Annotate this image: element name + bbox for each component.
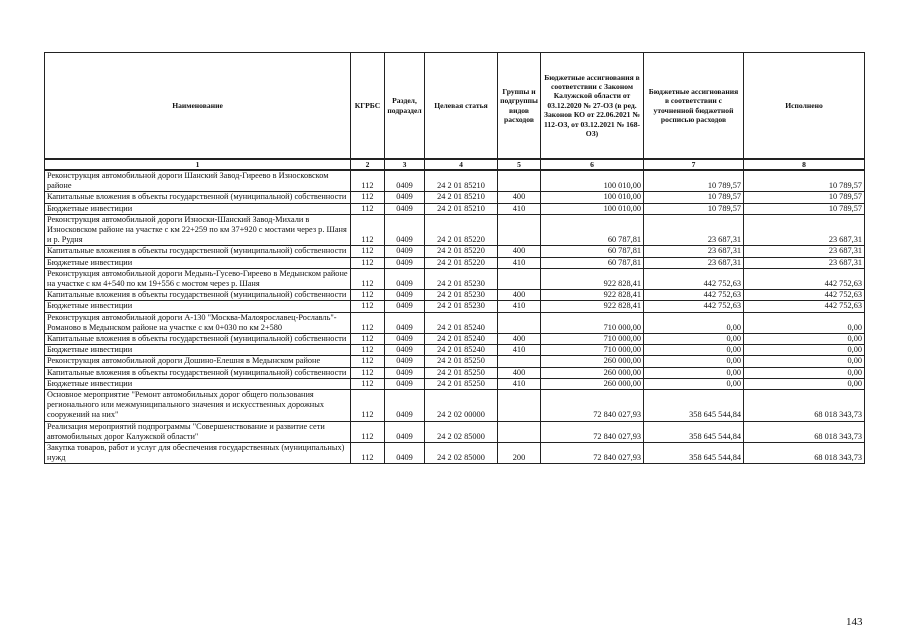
cell-kgrbs: 112 [351, 203, 385, 214]
cell-target: 24 2 01 85230 [425, 268, 498, 289]
cell-approved: 60 787,81 [541, 246, 644, 257]
cell-kgrbs: 112 [351, 378, 385, 389]
cell-name: Бюджетные инвестиции [45, 345, 351, 356]
cell-refined: 0,00 [644, 356, 744, 367]
cell-name: Закупка товаров, работ и услуг для обеспечения государственных (муниципальных) нужд [45, 443, 351, 464]
cell-executed: 10 789,57 [744, 170, 865, 192]
column-number: 2 [351, 159, 385, 170]
table-row [45, 170, 865, 192]
cell-approved: 72 840 027,93 [541, 443, 644, 464]
cell-kgrbs: 112 [351, 390, 385, 422]
column-number: 7 [644, 159, 744, 170]
cell-executed: 0,00 [744, 312, 865, 333]
cell-name: Бюджетные инвестиции [45, 257, 351, 268]
cell-group: 400 [498, 367, 541, 378]
cell-group: 410 [498, 257, 541, 268]
cell-kgrbs: 112 [351, 246, 385, 257]
header-section: Раздел, подраздел [385, 53, 425, 160]
cell-target: 24 2 01 85210 [425, 170, 498, 192]
cell-section: 0409 [385, 378, 425, 389]
cell-target: 24 2 01 85250 [425, 356, 498, 367]
cell-refined: 0,00 [644, 378, 744, 389]
cell-refined: 23 687,31 [644, 257, 744, 268]
cell-kgrbs: 112 [351, 367, 385, 378]
cell-refined: 358 645 544,84 [644, 443, 744, 464]
cell-refined: 23 687,31 [644, 246, 744, 257]
cell-refined: 0,00 [644, 367, 744, 378]
cell-name: Бюджетные инвестиции [45, 378, 351, 389]
column-number: 8 [744, 159, 865, 170]
cell-group [498, 421, 541, 442]
cell-name: Капитальные вложения в объекты государственной (муниципальной) собственности [45, 290, 351, 301]
table-row [45, 390, 865, 422]
cell-executed: 0,00 [744, 356, 865, 367]
cell-name: Бюджетные инвестиции [45, 203, 351, 214]
cell-name: Бюджетные инвестиции [45, 301, 351, 312]
cell-refined: 358 645 544,84 [644, 421, 744, 442]
cell-refined: 358 645 544,84 [644, 390, 744, 422]
table-row [45, 367, 865, 378]
cell-executed: 68 018 343,73 [744, 390, 865, 422]
cell-name: Основное мероприятие "Ремонт автомобильных дорог общего пользования регионального или межмуниципального значения и искусственных дорожных сооружений на них" [45, 390, 351, 422]
cell-refined: 10 789,57 [644, 203, 744, 214]
cell-section: 0409 [385, 367, 425, 378]
cell-target: 24 2 01 85210 [425, 203, 498, 214]
table-row [45, 312, 865, 333]
cell-refined: 0,00 [644, 345, 744, 356]
table-row [45, 203, 865, 214]
cell-approved: 260 000,00 [541, 367, 644, 378]
header-groups: Группы и подгруппы видов расходов [498, 53, 541, 160]
cell-group [498, 356, 541, 367]
cell-group [498, 390, 541, 422]
cell-group [498, 170, 541, 192]
cell-section: 0409 [385, 214, 425, 246]
table-row [45, 378, 865, 389]
cell-target: 24 2 01 85250 [425, 378, 498, 389]
cell-approved: 922 828,41 [541, 301, 644, 312]
column-number: 1 [45, 159, 351, 170]
budget-table [44, 52, 865, 464]
cell-approved: 922 828,41 [541, 268, 644, 289]
table-row [45, 246, 865, 257]
cell-executed: 442 752,63 [744, 290, 865, 301]
cell-kgrbs: 112 [351, 301, 385, 312]
cell-refined: 10 789,57 [644, 170, 744, 192]
cell-section: 0409 [385, 390, 425, 422]
cell-executed: 442 752,63 [744, 301, 865, 312]
cell-refined: 442 752,63 [644, 290, 744, 301]
cell-target: 24 2 01 85230 [425, 301, 498, 312]
header-kgrbs: КГРБС [351, 53, 385, 160]
table-header-row [45, 53, 865, 160]
cell-name: Реконструкция автомобильной дороги А-130 "Москва-Малоярославец-Рославль"-Романово в Медынском районе на участке с км 0+030 по км 2+580 [45, 312, 351, 333]
header-refined: Бюджетные ассигнования в соответствии с уточненной бюджетной росписью расходов [644, 53, 744, 160]
cell-name: Реконструкция автомобильной дороги Шанский Завод-Гиреево в Износковском районе [45, 170, 351, 192]
cell-target: 24 2 01 85220 [425, 246, 498, 257]
cell-target: 24 2 02 85000 [425, 421, 498, 442]
cell-approved: 60 787,81 [541, 257, 644, 268]
cell-approved: 72 840 027,93 [541, 421, 644, 442]
cell-approved: 260 000,00 [541, 356, 644, 367]
cell-executed: 0,00 [744, 334, 865, 345]
cell-kgrbs: 112 [351, 345, 385, 356]
cell-refined: 0,00 [644, 334, 744, 345]
cell-group [498, 214, 541, 246]
table-row [45, 443, 865, 464]
table-row [45, 268, 865, 289]
cell-section: 0409 [385, 312, 425, 333]
cell-refined: 0,00 [644, 312, 744, 333]
cell-executed: 442 752,63 [744, 268, 865, 289]
cell-section: 0409 [385, 421, 425, 442]
cell-target: 24 2 01 85210 [425, 192, 498, 203]
cell-approved: 60 787,81 [541, 214, 644, 246]
table-row [45, 290, 865, 301]
cell-section: 0409 [385, 356, 425, 367]
cell-kgrbs: 112 [351, 334, 385, 345]
cell-group: 400 [498, 334, 541, 345]
cell-group: 410 [498, 301, 541, 312]
cell-executed: 68 018 343,73 [744, 421, 865, 442]
cell-kgrbs: 112 [351, 443, 385, 464]
header-executed: Исполнено [744, 53, 865, 160]
cell-group [498, 312, 541, 333]
table-row [45, 257, 865, 268]
column-number: 3 [385, 159, 425, 170]
cell-group [498, 268, 541, 289]
cell-executed: 23 687,31 [744, 246, 865, 257]
cell-executed: 10 789,57 [744, 192, 865, 203]
cell-executed: 23 687,31 [744, 257, 865, 268]
cell-kgrbs: 112 [351, 257, 385, 268]
table-row [45, 356, 865, 367]
cell-kgrbs: 112 [351, 356, 385, 367]
cell-executed: 10 789,57 [744, 203, 865, 214]
cell-section: 0409 [385, 203, 425, 214]
cell-section: 0409 [385, 443, 425, 464]
cell-executed: 0,00 [744, 378, 865, 389]
cell-target: 24 2 01 85220 [425, 214, 498, 246]
cell-kgrbs: 112 [351, 421, 385, 442]
cell-section: 0409 [385, 334, 425, 345]
cell-group: 410 [498, 203, 541, 214]
cell-name: Реконструкция автомобильной дороги Медынь-Гусево-Гиреево в Медынском районе на участке с км 4+540 по км 19+556 с мостом через р. Шаня [45, 268, 351, 289]
header-target: Целевая статья [425, 53, 498, 160]
table-row [45, 345, 865, 356]
cell-kgrbs: 112 [351, 312, 385, 333]
cell-name: Капитальные вложения в объекты государственной (муниципальной) собственности [45, 192, 351, 203]
cell-kgrbs: 112 [351, 214, 385, 246]
cell-name: Капитальные вложения в объекты государственной (муниципальной) собственности [45, 367, 351, 378]
cell-executed: 0,00 [744, 367, 865, 378]
column-number-row [45, 159, 865, 170]
table-row [45, 421, 865, 442]
cell-kgrbs: 112 [351, 170, 385, 192]
cell-target: 24 2 02 85000 [425, 443, 498, 464]
cell-approved: 710 000,00 [541, 345, 644, 356]
table-row [45, 301, 865, 312]
cell-section: 0409 [385, 268, 425, 289]
cell-name: Реконструкция автомобильной дороги Износки-Шанский Завод-Михали в Износковском районе на участке с км 22+259 по км 37+920 с мостами через р. Шаня и р. Рудня [45, 214, 351, 246]
cell-section: 0409 [385, 301, 425, 312]
cell-executed: 68 018 343,73 [744, 443, 865, 464]
cell-section: 0409 [385, 246, 425, 257]
cell-target: 24 2 01 85240 [425, 334, 498, 345]
cell-approved: 710 000,00 [541, 312, 644, 333]
cell-refined: 23 687,31 [644, 214, 744, 246]
cell-section: 0409 [385, 345, 425, 356]
cell-kgrbs: 112 [351, 268, 385, 289]
header-approved: Бюджетные ассигнования в соответствии с Законом Калужской области от 03.12.2020 № 27-ОЗ (в ред. Законов КО от 22.06.2021 № 112-ОЗ, от 03.12.2021 № 168-ОЗ) [541, 53, 644, 160]
table-row [45, 214, 865, 246]
cell-section: 0409 [385, 257, 425, 268]
cell-group: 200 [498, 443, 541, 464]
cell-approved: 72 840 027,93 [541, 390, 644, 422]
cell-group: 400 [498, 246, 541, 257]
page-number: 143 [846, 616, 863, 628]
cell-section: 0409 [385, 192, 425, 203]
cell-target: 24 2 02 00000 [425, 390, 498, 422]
cell-name: Реализация мероприятий подпрограммы "Совершенствование и развитие сети автомобильных дорог Калужской области" [45, 421, 351, 442]
cell-target: 24 2 01 85250 [425, 367, 498, 378]
cell-approved: 100 010,00 [541, 170, 644, 192]
cell-refined: 10 789,57 [644, 192, 744, 203]
cell-refined: 442 752,63 [644, 268, 744, 289]
cell-section: 0409 [385, 290, 425, 301]
cell-approved: 100 010,00 [541, 203, 644, 214]
cell-group: 400 [498, 192, 541, 203]
column-number: 6 [541, 159, 644, 170]
cell-kgrbs: 112 [351, 192, 385, 203]
cell-group: 410 [498, 378, 541, 389]
table-row [45, 192, 865, 203]
cell-target: 24 2 01 85240 [425, 345, 498, 356]
cell-executed: 0,00 [744, 345, 865, 356]
cell-approved: 710 000,00 [541, 334, 644, 345]
cell-target: 24 2 01 85230 [425, 290, 498, 301]
cell-approved: 922 828,41 [541, 290, 644, 301]
cell-target: 24 2 01 85240 [425, 312, 498, 333]
column-number: 4 [425, 159, 498, 170]
cell-approved: 100 010,00 [541, 192, 644, 203]
cell-group: 410 [498, 345, 541, 356]
cell-group: 400 [498, 290, 541, 301]
cell-kgrbs: 112 [351, 290, 385, 301]
header-name: Наименование [45, 53, 351, 160]
cell-target: 24 2 01 85220 [425, 257, 498, 268]
cell-name: Капитальные вложения в объекты государственной (муниципальной) собственности [45, 334, 351, 345]
cell-name: Капитальные вложения в объекты государственной (муниципальной) собственности [45, 246, 351, 257]
cell-approved: 260 000,00 [541, 378, 644, 389]
cell-section: 0409 [385, 170, 425, 192]
table-row [45, 334, 865, 345]
cell-executed: 23 687,31 [744, 214, 865, 246]
cell-name: Реконструкция автомобильной дороги Дошино-Елешня в Медынском районе [45, 356, 351, 367]
cell-refined: 442 752,63 [644, 301, 744, 312]
column-number: 5 [498, 159, 541, 170]
